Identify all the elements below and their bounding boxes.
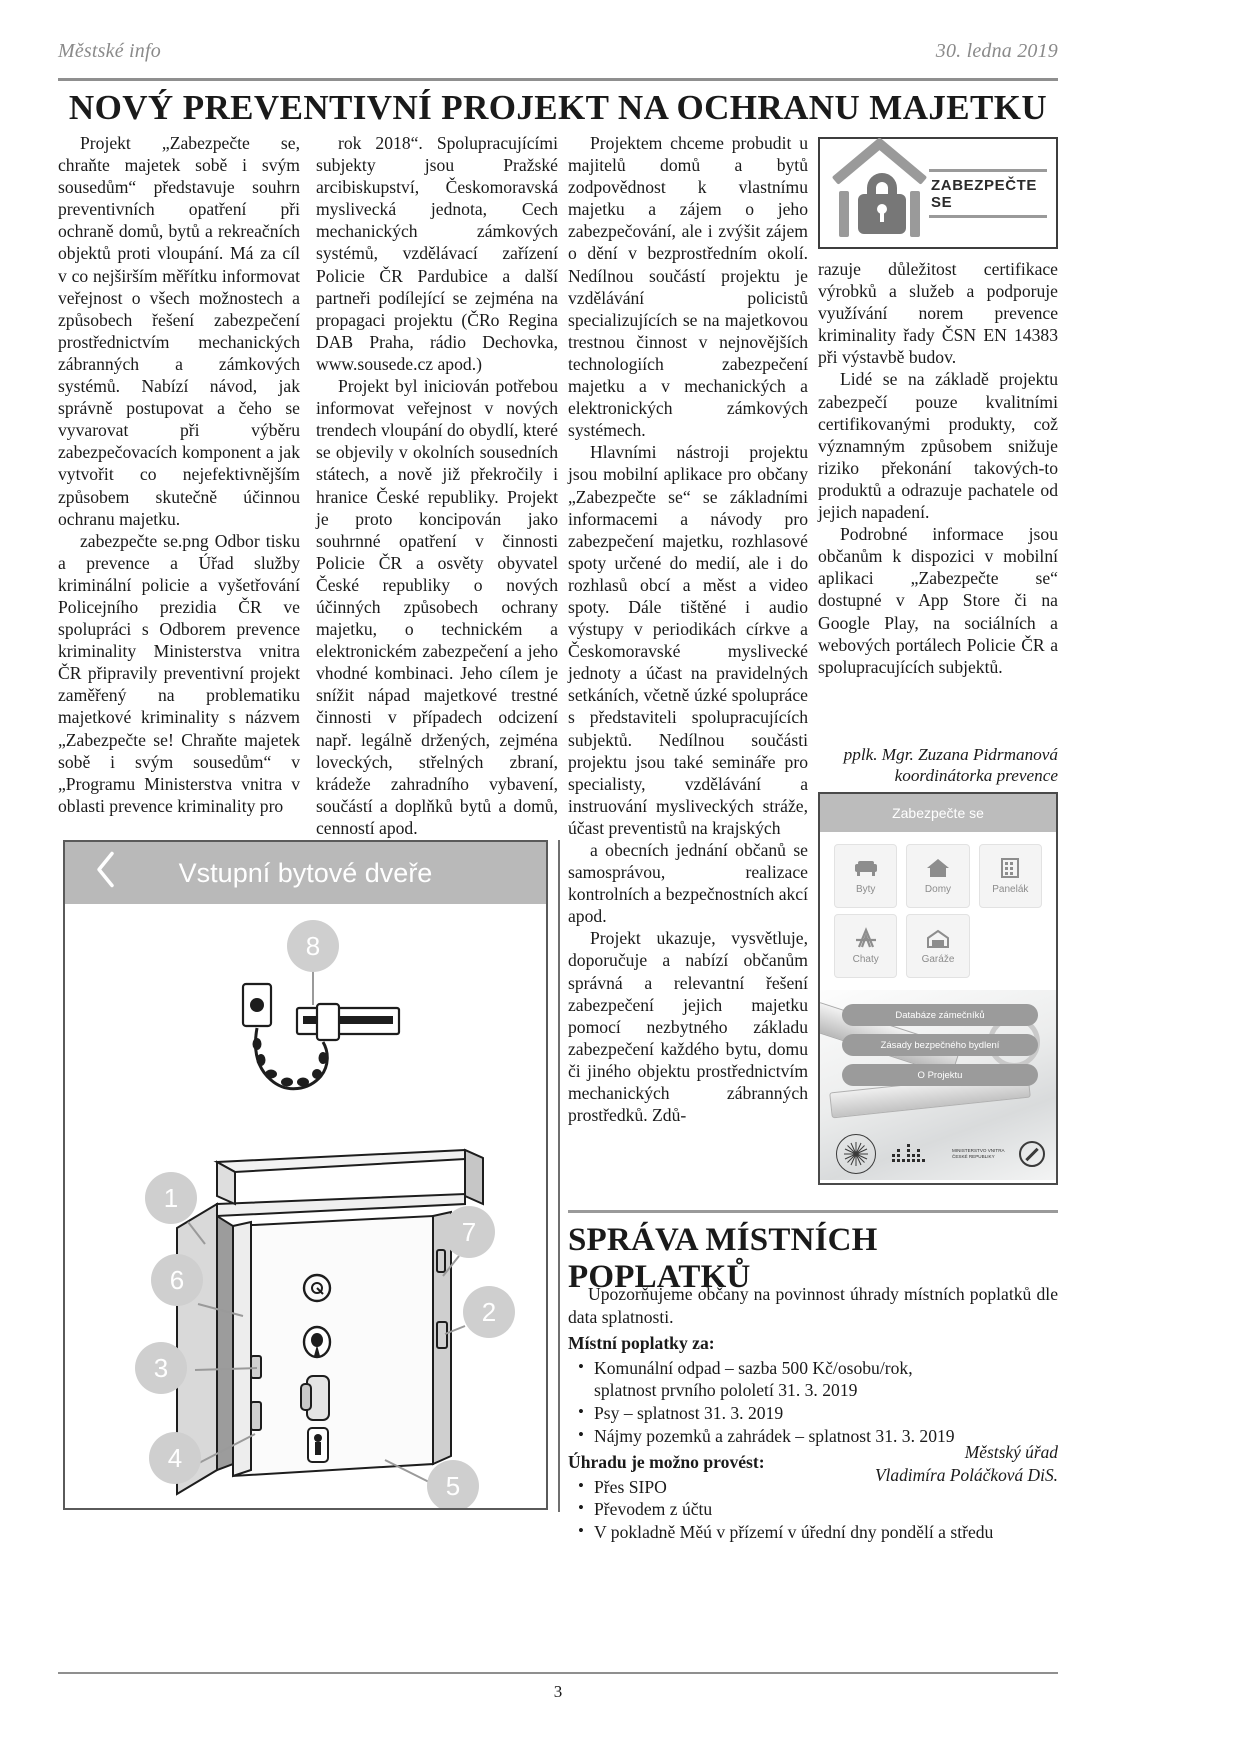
app-tile-domy[interactable] bbox=[906, 844, 969, 908]
paragraph: Hlavními nástroji projektu jsou mobilní aplikace pro občany „Zabezpečte se“ se základními informacemi a návody pro zabezpečení majetku, rozhlasové spoty určené do medií, ale i do rozhlasů obcí a měst a video spoty. Dále tištěné i audio výstupy v periodikách církve a Českomoravské myslivecké jednoty a účast na pravidelných setkáních, včetně úzké spolupráce s představiteli spolupracujících subjektů. Nedílnou součásti projektu jsou také semináře pro specialisty, vzdělávání a instruování mysliveckých stráže, účast preventistů na krajských bbox=[568, 442, 808, 838]
running-head-left: Městské info bbox=[58, 40, 161, 62]
callout-badge-1[interactable] bbox=[145, 1172, 197, 1224]
door-diagram bbox=[63, 840, 548, 1510]
app-tile-panelak[interactable] bbox=[979, 844, 1042, 908]
zabezpecte-se-logo bbox=[818, 137, 1058, 249]
list-item-text: Převodem z účtu bbox=[594, 1499, 713, 1520]
column-divider bbox=[558, 840, 560, 1512]
article2-body bbox=[568, 1283, 1058, 1546]
paragraph: rok 2018“. Spolupracujícími subjekty jsou Pražské arcibiskupství, Českomoravská myslivecká jednota, Cech mechanických zámkových systémů, vzdělávací zařízení Policie ČR Pardubice a další partneři podílející se zejména na propagaci projektu (ČRo Regina DAB Praha, rádio Dechovka, www.sousede.cz apod.) bbox=[316, 133, 558, 374]
article-column-1 bbox=[58, 132, 300, 817]
app-titlebar-label: Zabezpečte se bbox=[892, 805, 984, 821]
running-head-date: 30. ledna 2019 bbox=[935, 40, 1058, 62]
house-icon bbox=[834, 148, 925, 238]
app-button-zasady[interactable] bbox=[842, 1034, 1038, 1056]
list-item-text: Přes SIPO bbox=[594, 1476, 667, 1497]
no-entry-icon bbox=[1019, 1141, 1045, 1167]
article2-signature bbox=[568, 1441, 1058, 1487]
signature-name: Vladimíra Poláčková DiS. bbox=[874, 1465, 1058, 1485]
callout-badge-8[interactable] bbox=[287, 920, 339, 972]
block-of-flats-icon bbox=[997, 857, 1023, 879]
house-icon bbox=[925, 857, 951, 879]
page-title: NOVÝ PREVENTIVNÍ PROJEKT NA OCHRANU MAJETKU bbox=[68, 88, 1048, 127]
callout-badge-4[interactable] bbox=[149, 1432, 201, 1484]
app-footer-logos bbox=[820, 1134, 1056, 1174]
ministry-label: MINISTERSTVO VNITRA ČESKÉ REPUBLIKY bbox=[952, 1147, 1005, 1159]
list-item-continuation: splatnost prvního pololetí 31. 3. 2019 bbox=[594, 1380, 858, 1401]
signature-office: Městský úřad bbox=[964, 1442, 1058, 1462]
fees-heading-1: Místní poplatky za: bbox=[568, 1333, 715, 1354]
article2-title: SPRÁVA MÍSTNÍCH POPLATKŮ bbox=[568, 1222, 878, 1295]
callout-label: 5 bbox=[445, 1470, 461, 1501]
app-tile-label: Byty bbox=[855, 884, 876, 895]
paragraph: razuje důležitost certifikace výrobků a služeb a podporuje využívání norem prevence kriminality řady ČSN EN 14383 při výstavbě budov. bbox=[818, 259, 1058, 368]
app-promo-photo bbox=[820, 990, 1056, 1180]
list-item-text: Nájmy pozemků a zahrádek – splatnost 31. 3. 2019 bbox=[594, 1425, 955, 1446]
list-item bbox=[594, 1498, 1058, 1521]
paragraph: Lidé se na základě projektu zabezpečí pouze kvalitními certifikovanými produkty, což významným způsobem snižuje riziko překonání takových-to produktů a odrazuje pachatele od jejich napadení. bbox=[818, 369, 1058, 523]
logo-rule-bottom bbox=[929, 215, 1047, 218]
paragraph: Projekt „Zabezpečte se, chraňte majetek sobě i svým sousedům“ představuje souhrn preventivních opatření při ochraně domů, bytů a rekreačních objektů proti vloupání. Má za cíl v co nejširším měřítku informovat veřejnost o všech možnostech a způsobech řešení zabezpečení prostřednictvím mechanických zábranných a zámkových systémů. Nabízí návod, jak správně postupovat a čeho se vyvarovat při výběru zabezpečovacích komponent a jak vytvořit co nejefektivnějším způsobem skutečně účinnou ochranu majetku. bbox=[58, 133, 300, 529]
app-button-databaze[interactable] bbox=[842, 1004, 1038, 1026]
list-item-text: Komunální odpad – sazba 500 Kč/osobu/rok, bbox=[594, 1357, 913, 1378]
signature-name: pplk. Mgr. Zuzana Pidrmanová bbox=[843, 745, 1058, 764]
running-head bbox=[58, 40, 1058, 74]
app-titlebar bbox=[820, 794, 1056, 832]
chevron-left-icon[interactable] bbox=[95, 851, 117, 896]
logo-label: ZABEZPEČTE SE bbox=[931, 176, 1038, 211]
apartment-icon bbox=[853, 857, 879, 879]
callout-badge-6[interactable] bbox=[151, 1254, 203, 1306]
door-diagram-titlebar bbox=[65, 842, 546, 904]
callout-badge-3[interactable] bbox=[135, 1342, 187, 1394]
callout-badge-5[interactable] bbox=[427, 1460, 479, 1510]
callout-label: 2 bbox=[481, 1296, 497, 1327]
article-column-4 bbox=[818, 258, 1058, 678]
callout-label: 4 bbox=[167, 1442, 183, 1473]
paragraph: Projekt ukazuje, vysvětluje, doporučuje a nabízí občanům správná a relevantní řešení zabezpečení jejich majetku pomocí nezbytného základu zabezpečení každého bytu, domu či jiného objektu prostřednictvím mechanických zábranných prostředků. Zdů- bbox=[568, 928, 808, 1126]
app-tile-label: Panelák bbox=[992, 884, 1029, 895]
app-tile-chaty[interactable] bbox=[834, 914, 897, 978]
article-column-2 bbox=[316, 132, 558, 839]
callout-label: 1 bbox=[163, 1182, 179, 1213]
police-crest-icon bbox=[836, 1134, 876, 1174]
app-button-label: Databáze zámečníků bbox=[895, 1009, 985, 1021]
callout-label: 3 bbox=[153, 1352, 169, 1383]
app-tile-byty[interactable] bbox=[834, 844, 897, 908]
app-promo-image bbox=[818, 792, 1058, 1185]
fees-heading-2: Úhradu je možno provést: bbox=[568, 1452, 765, 1473]
header-rule bbox=[58, 78, 1058, 81]
logo-text-block bbox=[929, 169, 1056, 218]
app-button-label: O Projektu bbox=[917, 1069, 963, 1081]
list-item bbox=[594, 1402, 1058, 1425]
cottage-icon bbox=[853, 927, 879, 949]
app-tile-garaze[interactable] bbox=[906, 914, 969, 978]
article-column-3 bbox=[568, 132, 808, 1126]
door-diagram-stage bbox=[65, 904, 546, 1510]
article1-signature bbox=[818, 744, 1058, 786]
paragraph: Podrobné informace jsou občanům k dispozici v mobilní aplikaci „Zabezpečte se“ dostupné v App Store či na Google Play, na sociálních a webových portálech Policie ČR a spolupracujících subjektů. bbox=[818, 524, 1058, 677]
app-category-grid-row1 bbox=[820, 832, 1056, 914]
footer-rule bbox=[58, 1672, 1058, 1674]
list-item-text: Psy – splatnost 31. 3. 2019 bbox=[594, 1402, 784, 1423]
paragraph: a obecních jednání občanů se samosprávou, realizace kontrolních a bezpečnostních akcí apod. bbox=[568, 840, 808, 927]
app-button-o-projektu[interactable] bbox=[842, 1064, 1038, 1086]
paragraph: zabezpečte se.png Odbor tisku a prevence a Úřad služby kriminální policie a vyšetřování Policejního prezidia ČR ve spolupráci s Odborem prevence kriminality Ministerstva vnitra ČR připravily preventivní projekt zaměřený na problematiku majetkové kriminality s názvem „Zabezpečte se! Chraňte majetek sobě i svým sousedům“ v „Programu Ministerstva vnitra v oblasti prevence kriminality pro bbox=[58, 530, 300, 816]
app-tile-label: Domy bbox=[924, 884, 952, 895]
signature-role: koordinátorka prevence bbox=[894, 766, 1058, 785]
callout-label: 6 bbox=[169, 1264, 185, 1295]
app-tile-label: Chaty bbox=[852, 954, 879, 965]
door-diagram-title: Vstupní bytové dveře bbox=[178, 857, 433, 888]
paragraph: Projektem chceme probudit u majitelů domů a bytů zodpovědnost k vlastnímu majetku a zájem o jeho zabezpečování, ale i zvýšit zájem o dění v bezprostředním okolí. Nedílnou součástí projektu je vzdělávání policistů specializujících se na majetkovou trestnou činnost v nejnovějších technologiích zabezpečení majetku a v mechanických a elektronických zámkových systémech. bbox=[568, 133, 808, 441]
garage-icon bbox=[925, 927, 951, 949]
fees-list-1 bbox=[568, 1357, 1058, 1447]
page-number: 3 bbox=[553, 1682, 563, 1701]
list-item bbox=[594, 1357, 1058, 1402]
app-button-label: Zásady bezpečného bydlení bbox=[880, 1039, 1000, 1051]
callout-label: 7 bbox=[461, 1216, 477, 1247]
paragraph: Upozorňujeme občany na povinnost úhrady místních poplatků dle data splatnosti. bbox=[568, 1284, 1058, 1327]
callout-badge-2[interactable] bbox=[463, 1286, 515, 1338]
list-item bbox=[594, 1521, 1058, 1544]
callout-badge-7[interactable] bbox=[443, 1206, 495, 1258]
list-item-text: V pokladně Měú v přízemí v úřední dny pondělí a středu bbox=[594, 1521, 994, 1542]
app-category-grid-row2 bbox=[820, 914, 1056, 978]
section-rule bbox=[568, 1210, 1058, 1213]
app-tile-label: Garáže bbox=[921, 954, 955, 965]
paragraph: Projekt byl iniciován potřebou informovat veřejnost v nových trendech vloupání do obydlí, které se objevily v okolních sousedních státech, a nově již překročily i hranice České republiky. Projekt je proto koncipován jako souhrnné opatření v činnosti Policie ČR a osvěty obyvatel České republiky o nových účinných způsobech ochrany majetku, o technickém a elektronickém zabezpečení a jeho vhodné kombinaci. Jeho cílem je snížit nápad majetkové trestné činnosti v případech odcizení např. legálně držených, zejména loveckých, střelných zbraní, krádeže zahradního vybavení, součástí a doplňků bytů a domů, cenností apod. bbox=[316, 376, 558, 838]
callout-label: 8 bbox=[305, 930, 321, 961]
ministry-dots-logo bbox=[890, 1141, 938, 1167]
